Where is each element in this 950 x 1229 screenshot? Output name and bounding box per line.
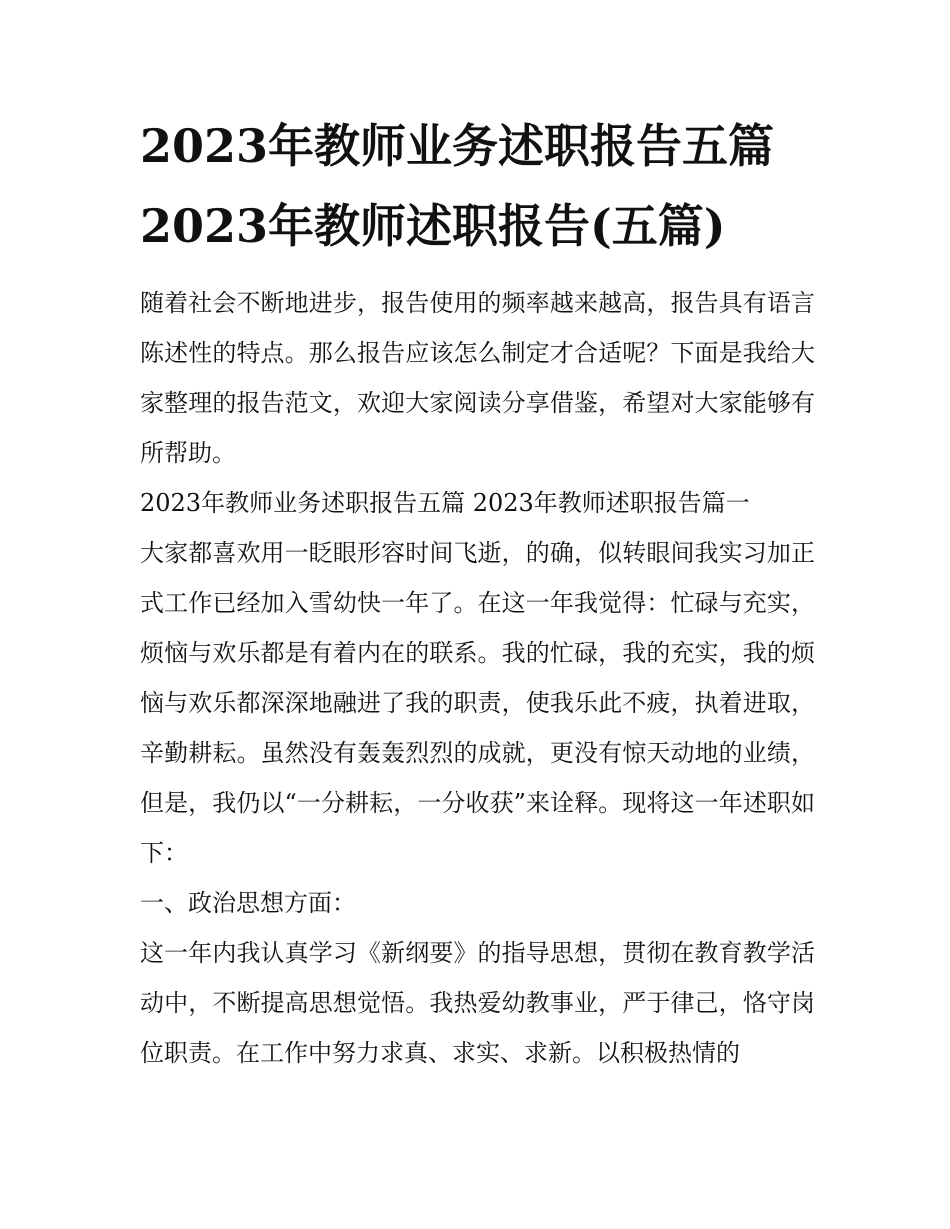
body-paragraph-2: 这一年内我认真学习《新纲要》的指导思想，贯彻在教育教学活动中，不断提高思想觉悟。我热爱幼教事业，严于律己，恪守岗位职责。在工作中努力求真、求实、求新。以积极热情的	[140, 939, 815, 1067]
body-paragraph-1: 大家都喜欢用一眨眼形容时间飞逝，的确，似转眼间我实习加正式工作已经加入雪幼快一年了。在这一年我觉得：忙碌与充实，烦恼与欢乐都是有着内在的联系。我的忙碌，我的充实，我的烦恼与欢乐都深深地融进了我的职责，使我乐此不疲，执着进取，辛勤耕耘。虽然没有轰轰烈烈的成就，更没有惊天动地的业绩，但是，我仍以“一分耕耘，一分收获”来诠释。现将这一年述职如下：	[140, 539, 815, 867]
section-heading: 一、政治思想方面：	[140, 889, 356, 917]
intro-paragraph: 随着社会不断地进步，报告使用的频率越来越高，报告具有语言陈述性的特点。那么报告应该怎么制定才合适呢？下面是我给大家整理的报告范文，欢迎大家阅读分享借鉴，希望对大家能够有所帮助。	[140, 289, 815, 467]
document-title-line-2: 2023年教师述职报告(五篇)	[140, 199, 726, 253]
document-title-line-1: 2023年教师业务述职报告五篇	[140, 119, 775, 173]
subtitle-line: 2023年教师业务述职报告五篇 2023年教师述职报告篇一	[140, 489, 750, 517]
